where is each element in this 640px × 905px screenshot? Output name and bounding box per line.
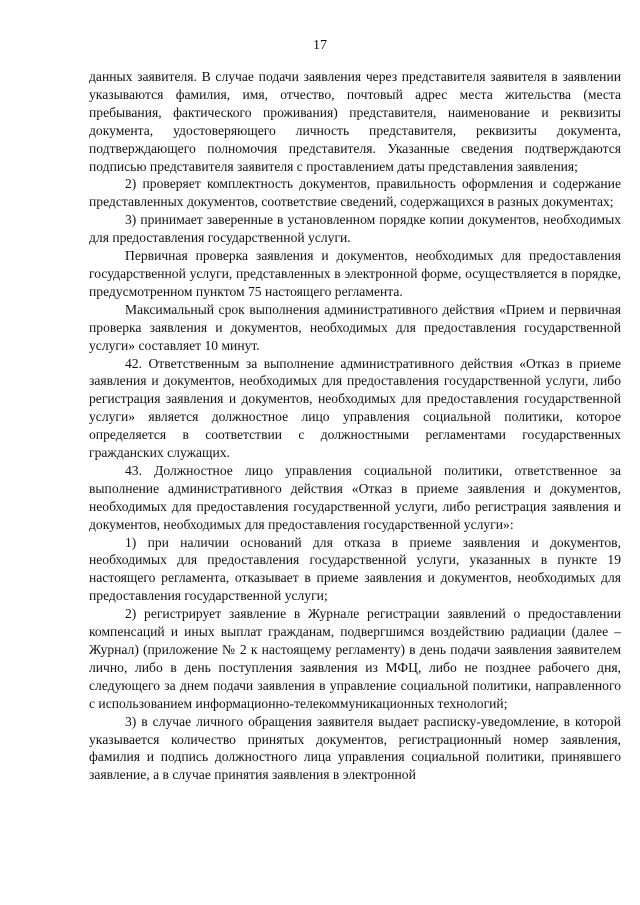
paragraph-max-duration: Максимальный срок выполнения административного действия «Прием и первичная проверка заявления и документов, необходимых для предоставления государственной услуги» составляет 10 минут.	[89, 301, 621, 353]
paragraph-primary-check-electronic: Первичная проверка заявления и документов, необходимых для предоставления государственной услуги, представленных в электронной форме, осуществляется в порядке, предусмотренном пунктом 75 настоящего регламента.	[89, 248, 621, 299]
paragraph-clause-42: 42. Ответственным за выполнение административного действия «Отказ в приеме заявления и документов, необходимых для предоставления государственной услуги, либо регистрация заявления и документов, необходимых для предоставления государственной услуги» является должностное лицо управления социальной политики, которое определяется в соответствии с должностными регламентами государственных гражданских служащих.	[89, 355, 621, 461]
paragraph-item-1-refusal: 1) при наличии оснований для отказа в приеме заявления и документов, необходимых для предоставления государственной услуги, указанных в пункте 19 настоящего регламента, отказывает в приеме заявления и документов, необходимых для предоставления государственной услуги;	[89, 534, 621, 604]
paragraph-applicant-data: данных заявителя. В случае подачи заявления через представителя заявителя в заявлении указываются фамилия, имя, отчество, почтовый адрес места жительства (места пребывания, фактического проживания) представителя, наименование и реквизиты документа, удостоверяющего личность представителя, реквизиты документа, подтверждающего полномочия представителя. Указанные сведения подтверждаются подписью представителя заявителя с проставлением даты представления заявления;	[89, 69, 621, 174]
paragraph-clause-43: 43. Должностное лицо управления социальной политики, ответственное за выполнение административного действия «Отказ в приеме заявления и документов, необходимых для предоставления государственной услуги, либо регистрация заявления и документов, необходимых для предоставления государственной услуги»:	[89, 462, 621, 532]
paragraph-item-3-accept-copies: 3) принимает заверенные в установленном порядке копии документов, необходимых для предоставления государственной услуги.	[89, 212, 621, 246]
paragraph-item-2-register: 2) регистрирует заявление в Журнале регистрации заявлений о предоставлении компенсаций и иных выплат гражданам, подвергшимся воздействию радиации (далее – Журнал) (приложение № 2 к настоящему регламенту) в день подачи заявления заявителем лично, либо в день поступления заявления из МФЦ, либо не позднее рабочего дня, следующего за днем подачи заявления в управление социальной политики, направленного с использованием информационно-телекоммуникационных технологий;	[89, 606, 621, 711]
paragraph-item-3-receipt: 3) в случае личного обращения заявителя выдает расписку-уведомление, в которой указывается количество принятых документов, регистрационный номер заявления, фамилия и подпись должностного лица управления социальной политики, принявшего заявление, а в случае принятия заявления в электронной	[89, 713, 621, 783]
page-number: 17	[313, 38, 327, 53]
paragraph-item-2-check-completeness: 2) проверяет комплектность документов, правильность оформления и содержание представленных документов, соответствие сведений, содержащихся в разных документах;	[89, 176, 621, 210]
document-body	[89, 68, 621, 784]
